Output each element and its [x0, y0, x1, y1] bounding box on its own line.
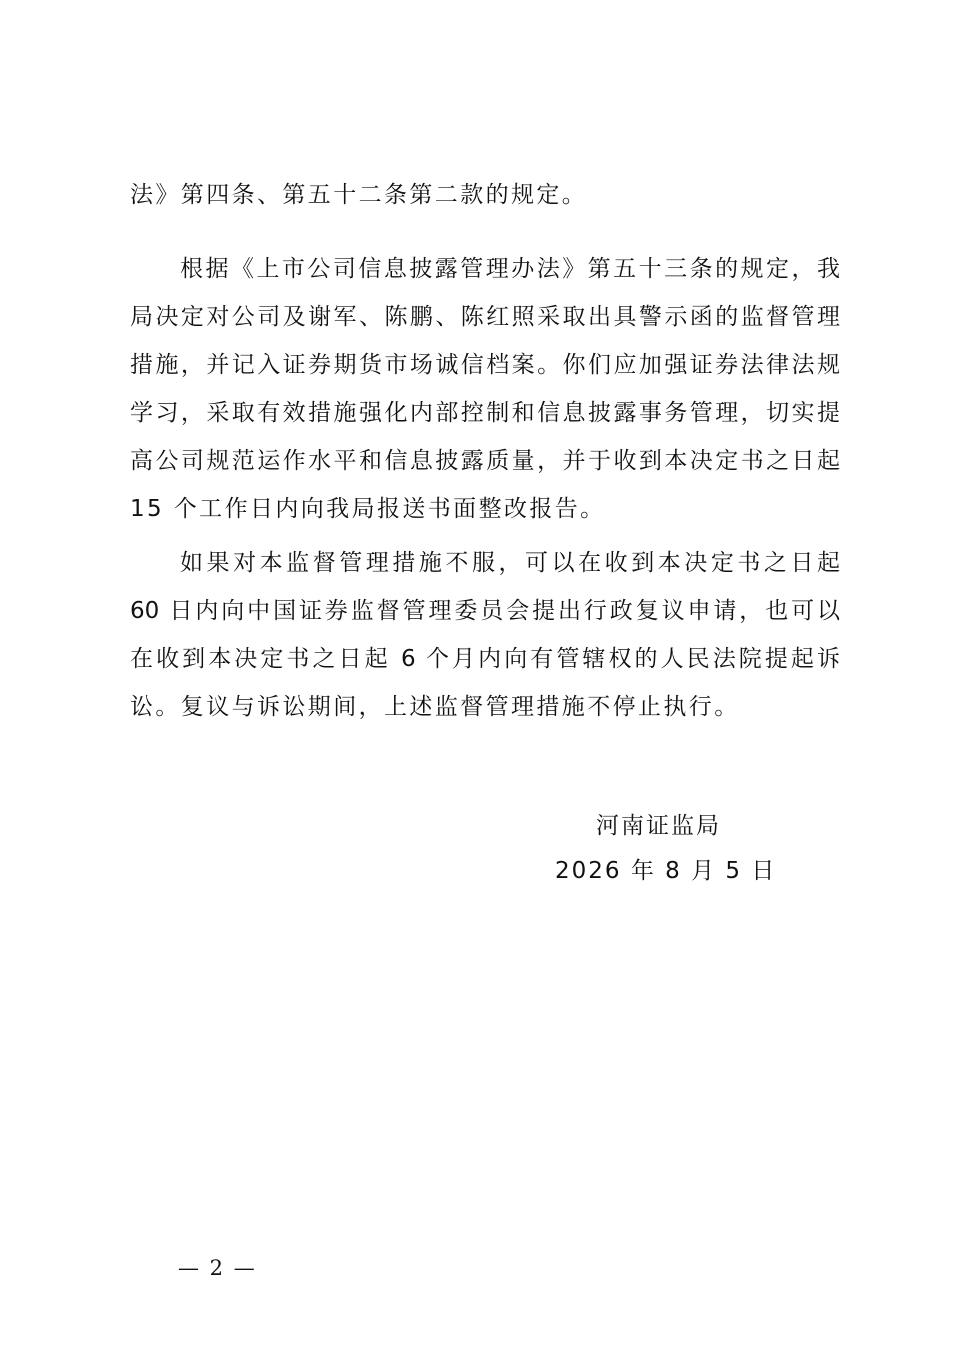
page-number: — 2 —	[178, 1256, 257, 1280]
body-line: 根据《上市公司信息披露管理办法》第五十三条的规定，我	[180, 256, 840, 282]
body-line: 在收到本决定书之日起 6 个月内向有管辖权的人民法院提起诉	[130, 646, 840, 672]
body-line: 如果对本监督管理措施不服，可以在收到本决定书之日起	[180, 550, 840, 576]
body-line: 讼。复议与诉讼期间，上述监督管理措施不停止执行。	[130, 694, 740, 720]
body-line: 学习，采取有效措施强化内部控制和信息披露事务管理，切实提	[130, 400, 840, 426]
body-line: 法》第四条、第五十二条第二款的规定。	[130, 182, 588, 208]
issuer-name: 河南证监局	[596, 813, 721, 839]
body-line: 60 日内向中国证券监督管理委员会提出行政复议申请，也可以	[130, 598, 840, 624]
body-line: 局决定对公司及谢军、陈鹏、陈红照采取出具警示函的监督管理	[130, 304, 840, 330]
issue-date: 2026 年 8 月 5 日	[555, 858, 777, 884]
body-line: 15 个工作日内向我局报送书面整改报告。	[130, 496, 606, 522]
body-line: 措施，并记入证券期货市场诚信档案。你们应加强证券法律法规	[130, 352, 840, 378]
body-line: 高公司规范运作水平和信息披露质量，并于收到本决定书之日起	[130, 448, 840, 474]
